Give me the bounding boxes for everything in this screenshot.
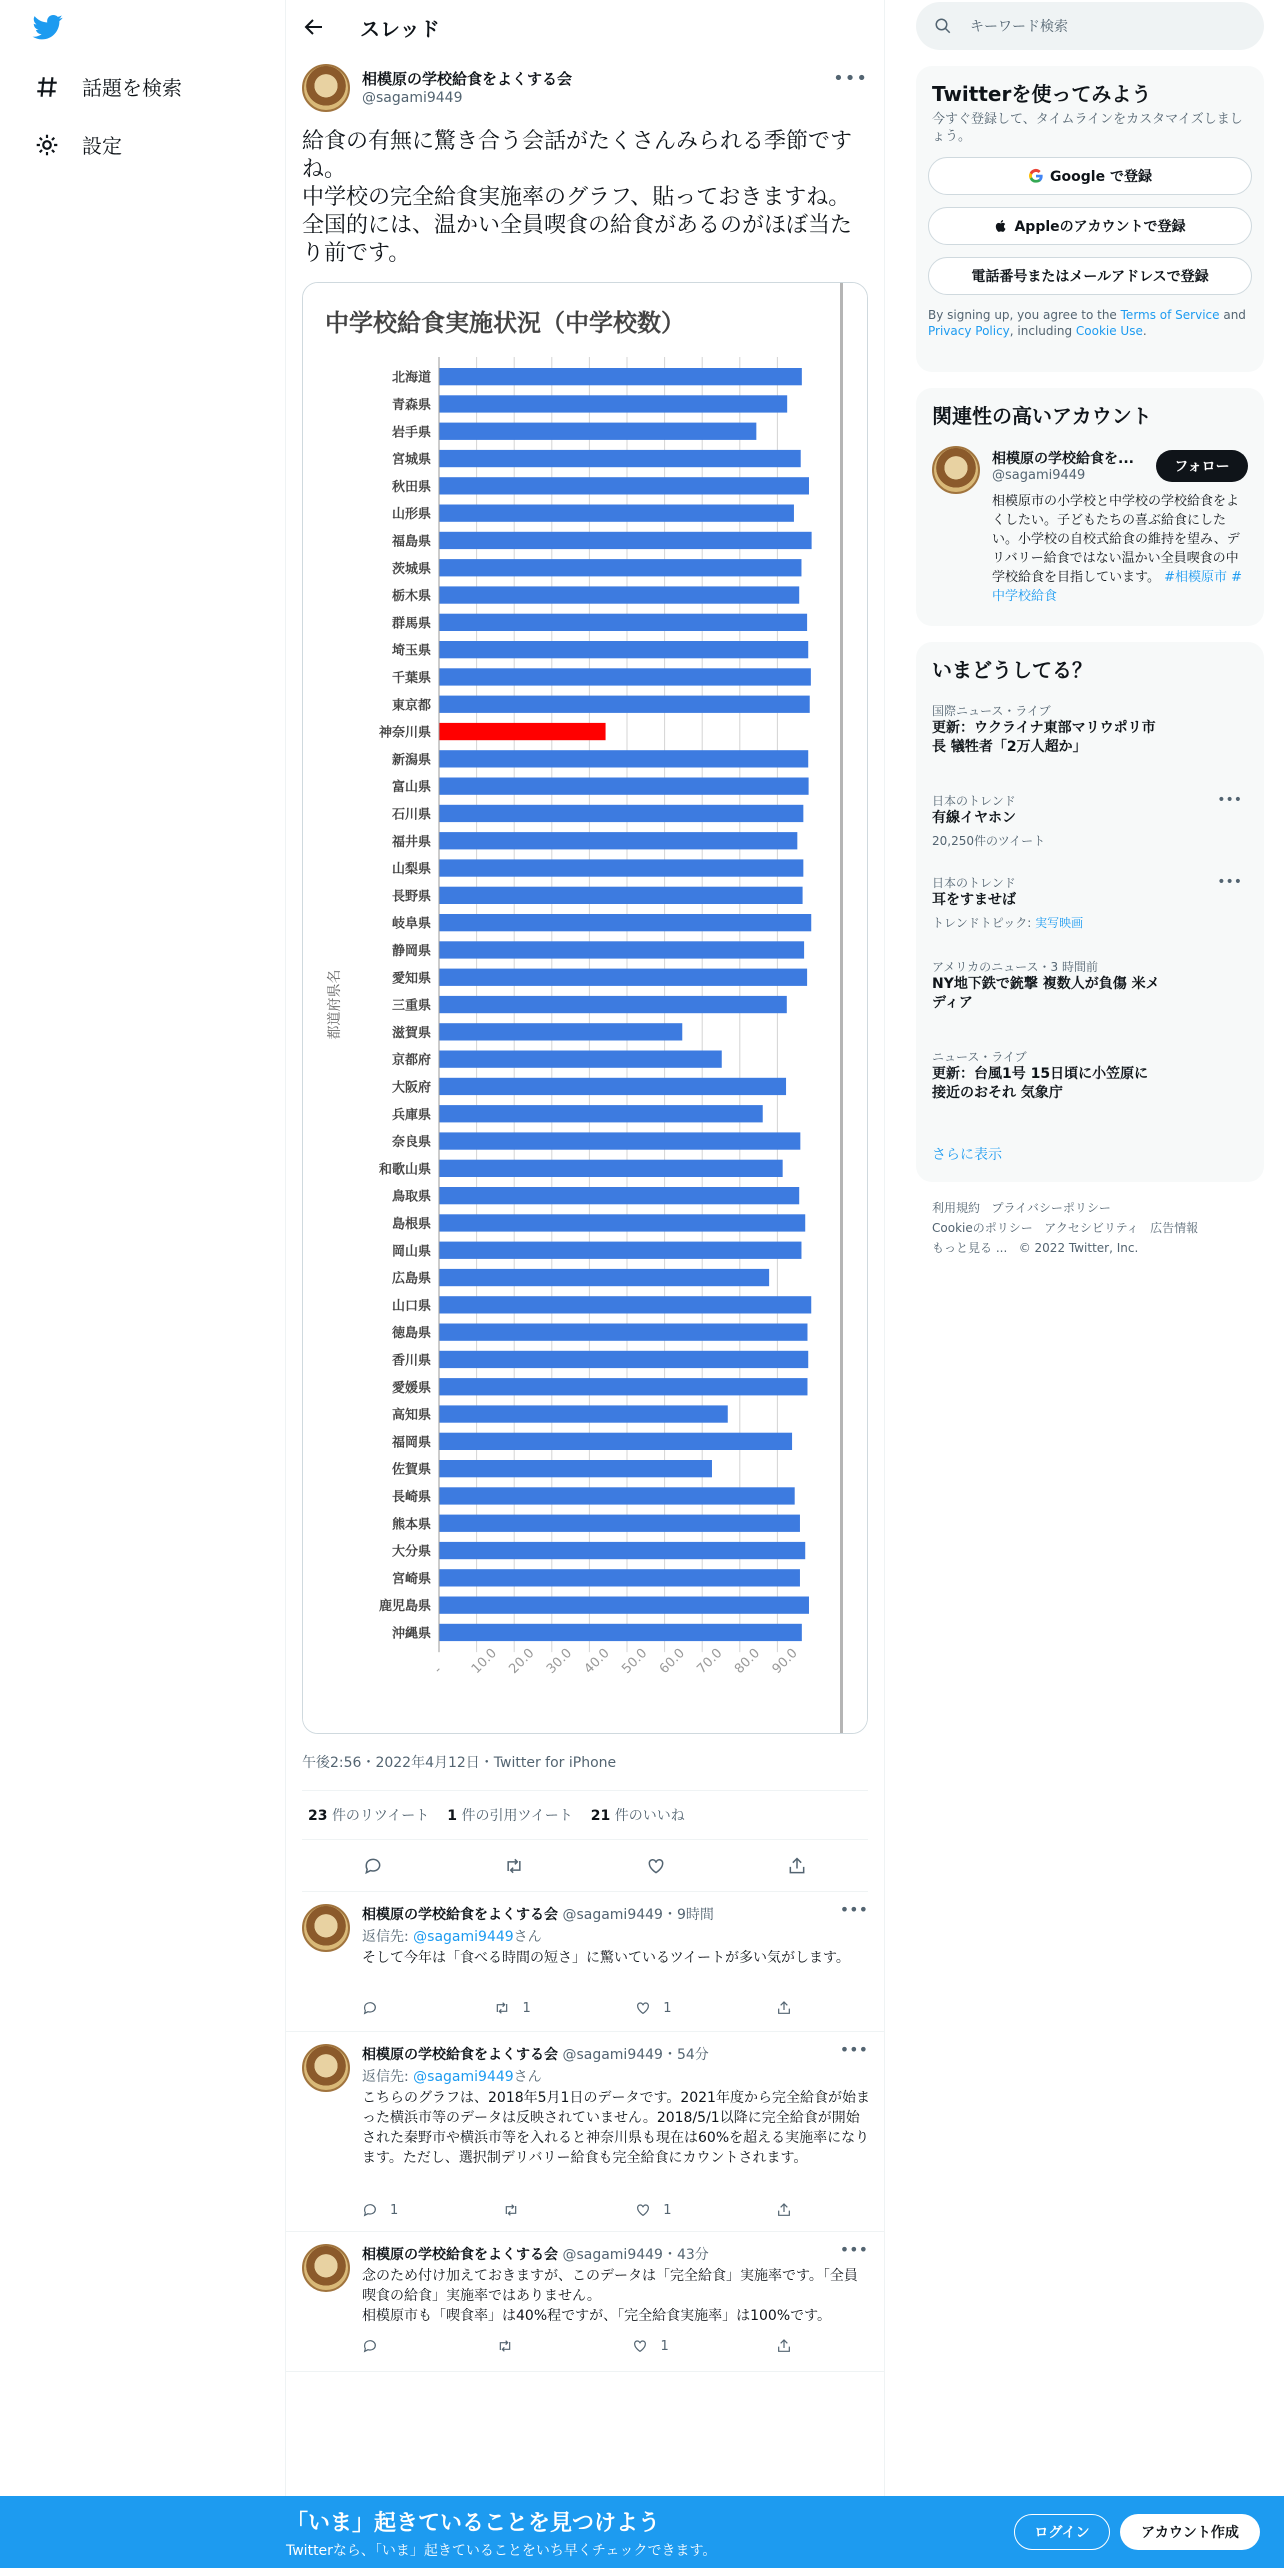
retweet-button[interactable] — [503, 2202, 531, 2218]
category-label: 大阪府 — [391, 1080, 431, 1096]
bar — [439, 368, 802, 385]
category-label: 富山県 — [391, 780, 431, 796]
bar — [439, 1624, 802, 1641]
hashtag-link[interactable]: #中学校給食 — [992, 570, 1243, 604]
x-tick-label: 10.0 — [468, 1645, 500, 1677]
trends-title: いまどうしてる？ — [932, 658, 1092, 682]
category-label: 石川県 — [391, 807, 431, 823]
apple-signup-button[interactable] — [928, 207, 1252, 245]
x-tick-label: 40.0 — [581, 1645, 613, 1677]
category-label: 福井県 — [391, 834, 431, 850]
category-label: 岡山県 — [391, 1244, 431, 1260]
bar — [439, 996, 787, 1013]
bar-highlighted — [439, 723, 606, 740]
follow-button[interactable]: フォロー — [1156, 450, 1248, 482]
signup-button[interactable]: アカウント作成 — [1120, 2514, 1260, 2550]
bar — [439, 641, 808, 658]
bar — [439, 1433, 792, 1450]
like-button[interactable]: 1 — [635, 2000, 671, 2016]
category-label: 佐賀県 — [391, 1462, 431, 1478]
reply-header: 相模原の学校給食をよくする会 @sagami9449・9時間 — [362, 1907, 714, 1923]
category-label: 神奈川県 — [378, 725, 431, 741]
bar — [439, 805, 803, 822]
reply-text: こちらのグラフは、2018年5月1日のデータです。2021年度から完全給食が始まった横浜市等のデータは反映されていません。2018/5/1以降に完全給食が開始された秦野市や横浜市等を入れると神奈川県も現在は60%を超える実施率になります。ただし、選択制デリバリー給食も完全給食にカウントされます。 — [362, 2090, 870, 2166]
bar — [439, 941, 804, 958]
reply-header: 相模原の学校給食をよくする会 @sagami9449・54分 — [362, 2047, 709, 2063]
bar — [439, 832, 797, 849]
hashtag-icon — [34, 74, 60, 100]
bar — [439, 1460, 712, 1477]
footer-link[interactable]: Cookieのポリシー — [932, 1221, 1033, 1235]
more-options-icon[interactable]: ••• — [1217, 792, 1242, 808]
bar — [439, 1405, 728, 1422]
bar — [439, 1242, 801, 1259]
category-label: 岩手県 — [391, 425, 431, 441]
category-label: 山口県 — [391, 1298, 431, 1314]
bar — [439, 969, 807, 986]
bar — [439, 1487, 795, 1504]
category-label: 長野県 — [391, 889, 431, 905]
bar — [439, 395, 787, 412]
x-tick-label: 50.0 — [619, 1645, 651, 1677]
back-arrow-icon[interactable] — [302, 15, 326, 39]
like-icon — [635, 2000, 651, 2016]
x-tick-label: - — [431, 1662, 446, 1677]
avatar[interactable] — [302, 1904, 350, 1952]
trend-item[interactable]: 日本のトレンド 有線イヤホン 20,250件のツイート ••• — [932, 792, 1242, 848]
avatar[interactable] — [302, 64, 350, 112]
category-label: 広島県 — [391, 1271, 431, 1287]
category-label: 宮城県 — [391, 452, 431, 468]
x-tick-label: 60.0 — [656, 1645, 688, 1677]
reply-button[interactable] — [362, 2000, 390, 2016]
x-tick-label: 80.0 — [732, 1645, 764, 1677]
trend-topic-link[interactable]: 実写映画 — [1035, 916, 1084, 930]
footer-link[interactable]: 利用規約 — [932, 1201, 981, 1215]
trend-item[interactable]: 日本のトレンド 耳をすませば トレンドトピック: 実写映画 ••• — [932, 874, 1242, 930]
bar — [439, 1351, 808, 1368]
reply-actions — [362, 2338, 792, 2354]
category-label: 滋賀県 — [391, 1025, 431, 1041]
reply-icon — [362, 2338, 378, 2354]
reply-to: 返信先: @sagami9449さん — [362, 1929, 542, 1945]
more-options-icon[interactable]: ••• — [833, 68, 868, 89]
bar — [439, 859, 803, 876]
more-options-icon[interactable]: ••• — [839, 2240, 868, 2259]
bar — [439, 1569, 800, 1586]
tweet-image[interactable] — [302, 282, 868, 1734]
category-label: 香川県 — [391, 1353, 431, 1369]
retweets-stat[interactable]: 23 件のリツイート — [308, 1808, 430, 1824]
reply-to-link[interactable]: @sagami9449 — [413, 2069, 514, 2085]
category-label: 愛知県 — [391, 971, 431, 987]
category-label: 沖縄県 — [391, 1626, 431, 1642]
category-label: 栃木県 — [391, 589, 431, 605]
category-label: 岐阜県 — [391, 916, 431, 932]
retweet-icon — [497, 2338, 513, 2354]
reply-button[interactable] — [362, 2338, 390, 2354]
bar — [439, 1132, 800, 1149]
footer-link[interactable]: 広告情報 — [1150, 1221, 1199, 1235]
retweet-button[interactable]: 1 — [494, 2000, 530, 2016]
like-icon — [635, 2202, 651, 2218]
category-label: 茨城県 — [391, 561, 431, 577]
bar — [439, 614, 807, 631]
show-more-link[interactable]: さらに表示 — [932, 1147, 1002, 1163]
reply-tweet[interactable] — [286, 2232, 884, 2372]
sidebar-footer — [932, 1198, 1252, 1258]
avatar[interactable] — [302, 2044, 350, 2092]
tweet-timestamp[interactable]: 午後2:56・2022年4月12日・Twitter for iPhone — [302, 1755, 617, 1771]
bar — [439, 668, 811, 685]
x-tick-label: 30.0 — [544, 1645, 576, 1677]
signup-subtitle: 今すぐ登録して、タイムラインをカスタマイズしましょう。 — [932, 112, 1243, 144]
reply-button[interactable]: 1 — [362, 2202, 398, 2218]
reply-actions — [362, 2202, 792, 2218]
avatar[interactable] — [302, 2244, 350, 2292]
category-label: 三重県 — [391, 998, 431, 1014]
category-label: 長崎県 — [391, 1489, 431, 1505]
divider — [884, 0, 885, 2500]
category-label: 和歌山県 — [378, 1162, 431, 1178]
related-account-handle[interactable]: @sagami9449 — [992, 468, 1086, 483]
x-tick-label: 20.0 — [506, 1645, 538, 1677]
related-account-bio: 相模原市の小学校と中学校の学校給食をよくしたい。子どもたちの喜ぶ給食にしたい。小学校の自校式給食の維持を望み、デリバリー給食ではない温かい全員喫食の中学校給食を目指しています。 #相模原市 #中学校給食 — [992, 494, 1243, 604]
tweet-actions — [302, 1840, 868, 1892]
tweet-author — [302, 64, 868, 114]
more-options-icon[interactable]: ••• — [839, 1900, 868, 1919]
reply-icon — [362, 2000, 378, 2016]
reply-actions — [362, 2000, 792, 2016]
category-label: 宮崎県 — [391, 1571, 431, 1587]
related-accounts-card — [916, 388, 1264, 626]
login-button[interactable]: ログイン — [1014, 2514, 1110, 2550]
quotes-stat[interactable]: 1 件の引用ツイート — [447, 1808, 573, 1824]
bar — [439, 586, 799, 603]
bar — [439, 1597, 809, 1614]
bar — [439, 1187, 799, 1204]
google-icon — [1028, 168, 1044, 184]
like-icon — [632, 2338, 648, 2354]
category-label: 愛媛県 — [391, 1380, 431, 1396]
bar — [439, 1078, 786, 1095]
reply-tweet[interactable] — [286, 1892, 884, 2032]
category-label: 京都府 — [391, 1053, 431, 1069]
thread-header — [286, 0, 884, 54]
category-label: 埼玉県 — [391, 643, 431, 659]
bar — [439, 1296, 811, 1313]
apple-icon — [994, 218, 1008, 234]
share-icon — [776, 2338, 792, 2354]
y-axis-label: 都道府県名 — [327, 969, 343, 1040]
copyright: © 2022 Twitter, Inc. — [1018, 1241, 1139, 1255]
category-label: 千葉県 — [391, 670, 431, 686]
bar — [439, 1051, 722, 1068]
bar — [439, 750, 808, 767]
twitter-logo-icon[interactable] — [30, 12, 66, 42]
bottom-bar-title: 「いま」起きていることを見つけよう — [286, 2511, 661, 2536]
category-label: 高知県 — [391, 1408, 431, 1424]
x-tick-label: 90.0 — [769, 1645, 801, 1677]
phone-email-signup-button[interactable] — [928, 257, 1252, 295]
share-icon[interactable] — [787, 1856, 807, 1876]
category-label: 大分県 — [391, 1544, 431, 1560]
category-label: 静岡県 — [391, 943, 431, 959]
tweet-text: 給食の有無に驚き合う会話がたくさんみられる季節ですね。 中学校の完全給食実施率のグラフ、貼っておきますね。全国的には、温かい全員喫食の給食があるのがほぼ当たり前です。 — [302, 129, 853, 266]
category-label: 福岡県 — [391, 1435, 431, 1451]
retweet-icon — [503, 2202, 519, 2218]
bar — [439, 559, 801, 576]
nav-settings[interactable] — [34, 130, 122, 159]
bottom-signup-bar — [0, 2496, 1284, 2568]
footer-link[interactable]: プライバシーポリシー — [991, 1201, 1111, 1215]
author-name[interactable]: 相模原の学校給食をよくする会 — [362, 70, 573, 88]
category-label: 徳島県 — [391, 1326, 431, 1342]
reply-icon — [362, 2202, 378, 2218]
bar — [439, 1542, 805, 1559]
category-label: 群馬県 — [391, 616, 431, 632]
x-tick-label: 70.0 — [694, 1645, 726, 1677]
nav-explore-label: 話題を検索 — [82, 76, 182, 100]
bar — [439, 914, 811, 931]
trend-item[interactable]: 国際ニュース・ライブ 更新：ウクライナ東部マリウポリ市長 犠牲者「2万人超か」 — [932, 704, 1156, 755]
footer-link[interactable]: アクセシビリティ — [1044, 1221, 1139, 1235]
category-label: 秋田県 — [391, 479, 431, 495]
share-icon — [776, 2202, 792, 2218]
more-options-icon[interactable]: ••• — [1217, 874, 1242, 890]
trend-item[interactable]: ニュース・ライブ 更新：台風1号 15日頃に小笠原に接近のおそれ 気象庁 — [932, 1050, 1149, 1101]
bar — [439, 505, 794, 522]
google-signup-button[interactable] — [928, 157, 1252, 195]
category-label: 鳥取県 — [391, 1189, 431, 1205]
gear-icon — [34, 132, 60, 158]
share-button[interactable] — [776, 2000, 792, 2016]
retweet-button[interactable] — [497, 2338, 525, 2354]
related-account-name[interactable]: 相模原の学校給食を... — [992, 451, 1134, 467]
bar — [439, 1515, 800, 1532]
retweet-icon[interactable] — [504, 1856, 524, 1876]
nav-explore[interactable] — [34, 72, 182, 101]
page-title: スレッド — [360, 16, 440, 41]
category-label: 北海道 — [391, 370, 431, 386]
nav-settings-label: 設定 — [82, 134, 122, 158]
left-nav — [0, 0, 285, 2568]
category-label: 新潟県 — [391, 752, 431, 768]
bar — [439, 1378, 807, 1395]
bar — [439, 1324, 807, 1341]
bar — [439, 696, 810, 713]
bar — [439, 778, 809, 795]
bar-chart — [303, 283, 868, 1734]
category-label: 福島県 — [391, 534, 431, 550]
reply-tweet[interactable] — [286, 2032, 884, 2232]
chart-title: 中学校給食実施状況（中学校数） — [325, 309, 685, 337]
terms-link[interactable]: Terms of Service — [1120, 308, 1220, 322]
bar — [439, 1269, 769, 1286]
bottom-bar-subtitle: Twitterなら、「いま」起きていることをいち早くチェックできます。 — [286, 2543, 717, 2559]
chart-frame-edge — [840, 283, 843, 1734]
share-button[interactable] — [776, 2202, 792, 2218]
signup-card — [916, 66, 1264, 372]
search-placeholder: キーワード検索 — [970, 19, 1068, 35]
more-options-icon[interactable]: ••• — [839, 2040, 868, 2059]
author-handle[interactable]: @sagami9449 — [362, 90, 463, 106]
bar — [439, 1105, 763, 1122]
apple-signup-label: Appleのアカウントで登録 — [1014, 219, 1186, 235]
trend-item[interactable]: アメリカのニュース・3 時間前 NY地下鉄で銃撃 複数人が負傷 米メディア — [932, 960, 1160, 1011]
bar — [439, 1023, 682, 1040]
reply-text: そして今年は「食べる時間の短さ」に驚いているツイートが多い気がします。 — [362, 1950, 850, 1966]
tweet-stats — [302, 1790, 868, 1840]
reply-to: 返信先: @sagami9449さん — [362, 2069, 542, 2085]
like-icon[interactable] — [646, 1856, 666, 1876]
reply-to-link[interactable]: @sagami9449 — [413, 1929, 514, 1945]
search-input[interactable] — [916, 2, 1264, 50]
avatar[interactable] — [932, 446, 980, 494]
retweet-icon — [494, 2000, 510, 2016]
related-title: 関連性の高いアカウント — [932, 404, 1152, 428]
bar — [439, 1160, 783, 1177]
footer-more-link[interactable]: もっと見る ... — [932, 1241, 1008, 1255]
category-label: 島根県 — [391, 1216, 431, 1232]
reply-text: 念のため付け加えておきますが、このデータは「完全給食」実施率です。「全員喫食の給食」実施率ではありません。 相模原市も「喫食率」は40%程ですが、「完全給食実施率」は100%です。 — [362, 2268, 858, 2324]
category-label: 青森県 — [391, 397, 431, 413]
category-label: 鹿児島県 — [378, 1599, 431, 1615]
category-label: 東京都 — [391, 698, 431, 714]
bar — [439, 423, 756, 440]
hashtag-link[interactable]: #相模原市 — [1164, 570, 1228, 585]
bar — [439, 1214, 805, 1231]
bar — [439, 477, 809, 494]
trends-card — [916, 642, 1264, 1182]
category-label: 兵庫県 — [391, 1107, 431, 1123]
category-label: 熊本県 — [391, 1517, 431, 1533]
like-button[interactable]: 1 — [632, 2338, 668, 2354]
likes-stat[interactable]: 21 件のいいね — [590, 1808, 685, 1824]
category-label: 山梨県 — [391, 862, 431, 878]
signup-title: Twitterを使ってみよう — [932, 82, 1152, 106]
thread-column — [286, 0, 884, 2354]
google-signup-label: Google で登録 — [1050, 169, 1152, 185]
phone-email-signup-label: 電話番号またはメールアドレスで登録 — [971, 269, 1209, 285]
like-button[interactable]: 1 — [635, 2202, 671, 2218]
bar — [439, 887, 803, 904]
privacy-link[interactable]: Privacy Policy — [928, 324, 1010, 338]
signup-terms: By signing up, you agree to the Terms of Service and Privacy Policy, including Cookie Use. — [928, 308, 1246, 338]
category-label: 奈良県 — [391, 1135, 431, 1151]
share-button[interactable] — [776, 2338, 792, 2354]
cookie-link[interactable]: Cookie Use — [1075, 324, 1143, 338]
bar — [439, 450, 801, 467]
reply-header: 相模原の学校給食をよくする会 @sagami9449・43分 — [362, 2247, 709, 2263]
reply-icon[interactable] — [363, 1856, 383, 1876]
bar — [439, 532, 812, 549]
search-icon — [934, 17, 952, 35]
category-label: 山形県 — [391, 507, 431, 523]
share-icon — [776, 2000, 792, 2016]
